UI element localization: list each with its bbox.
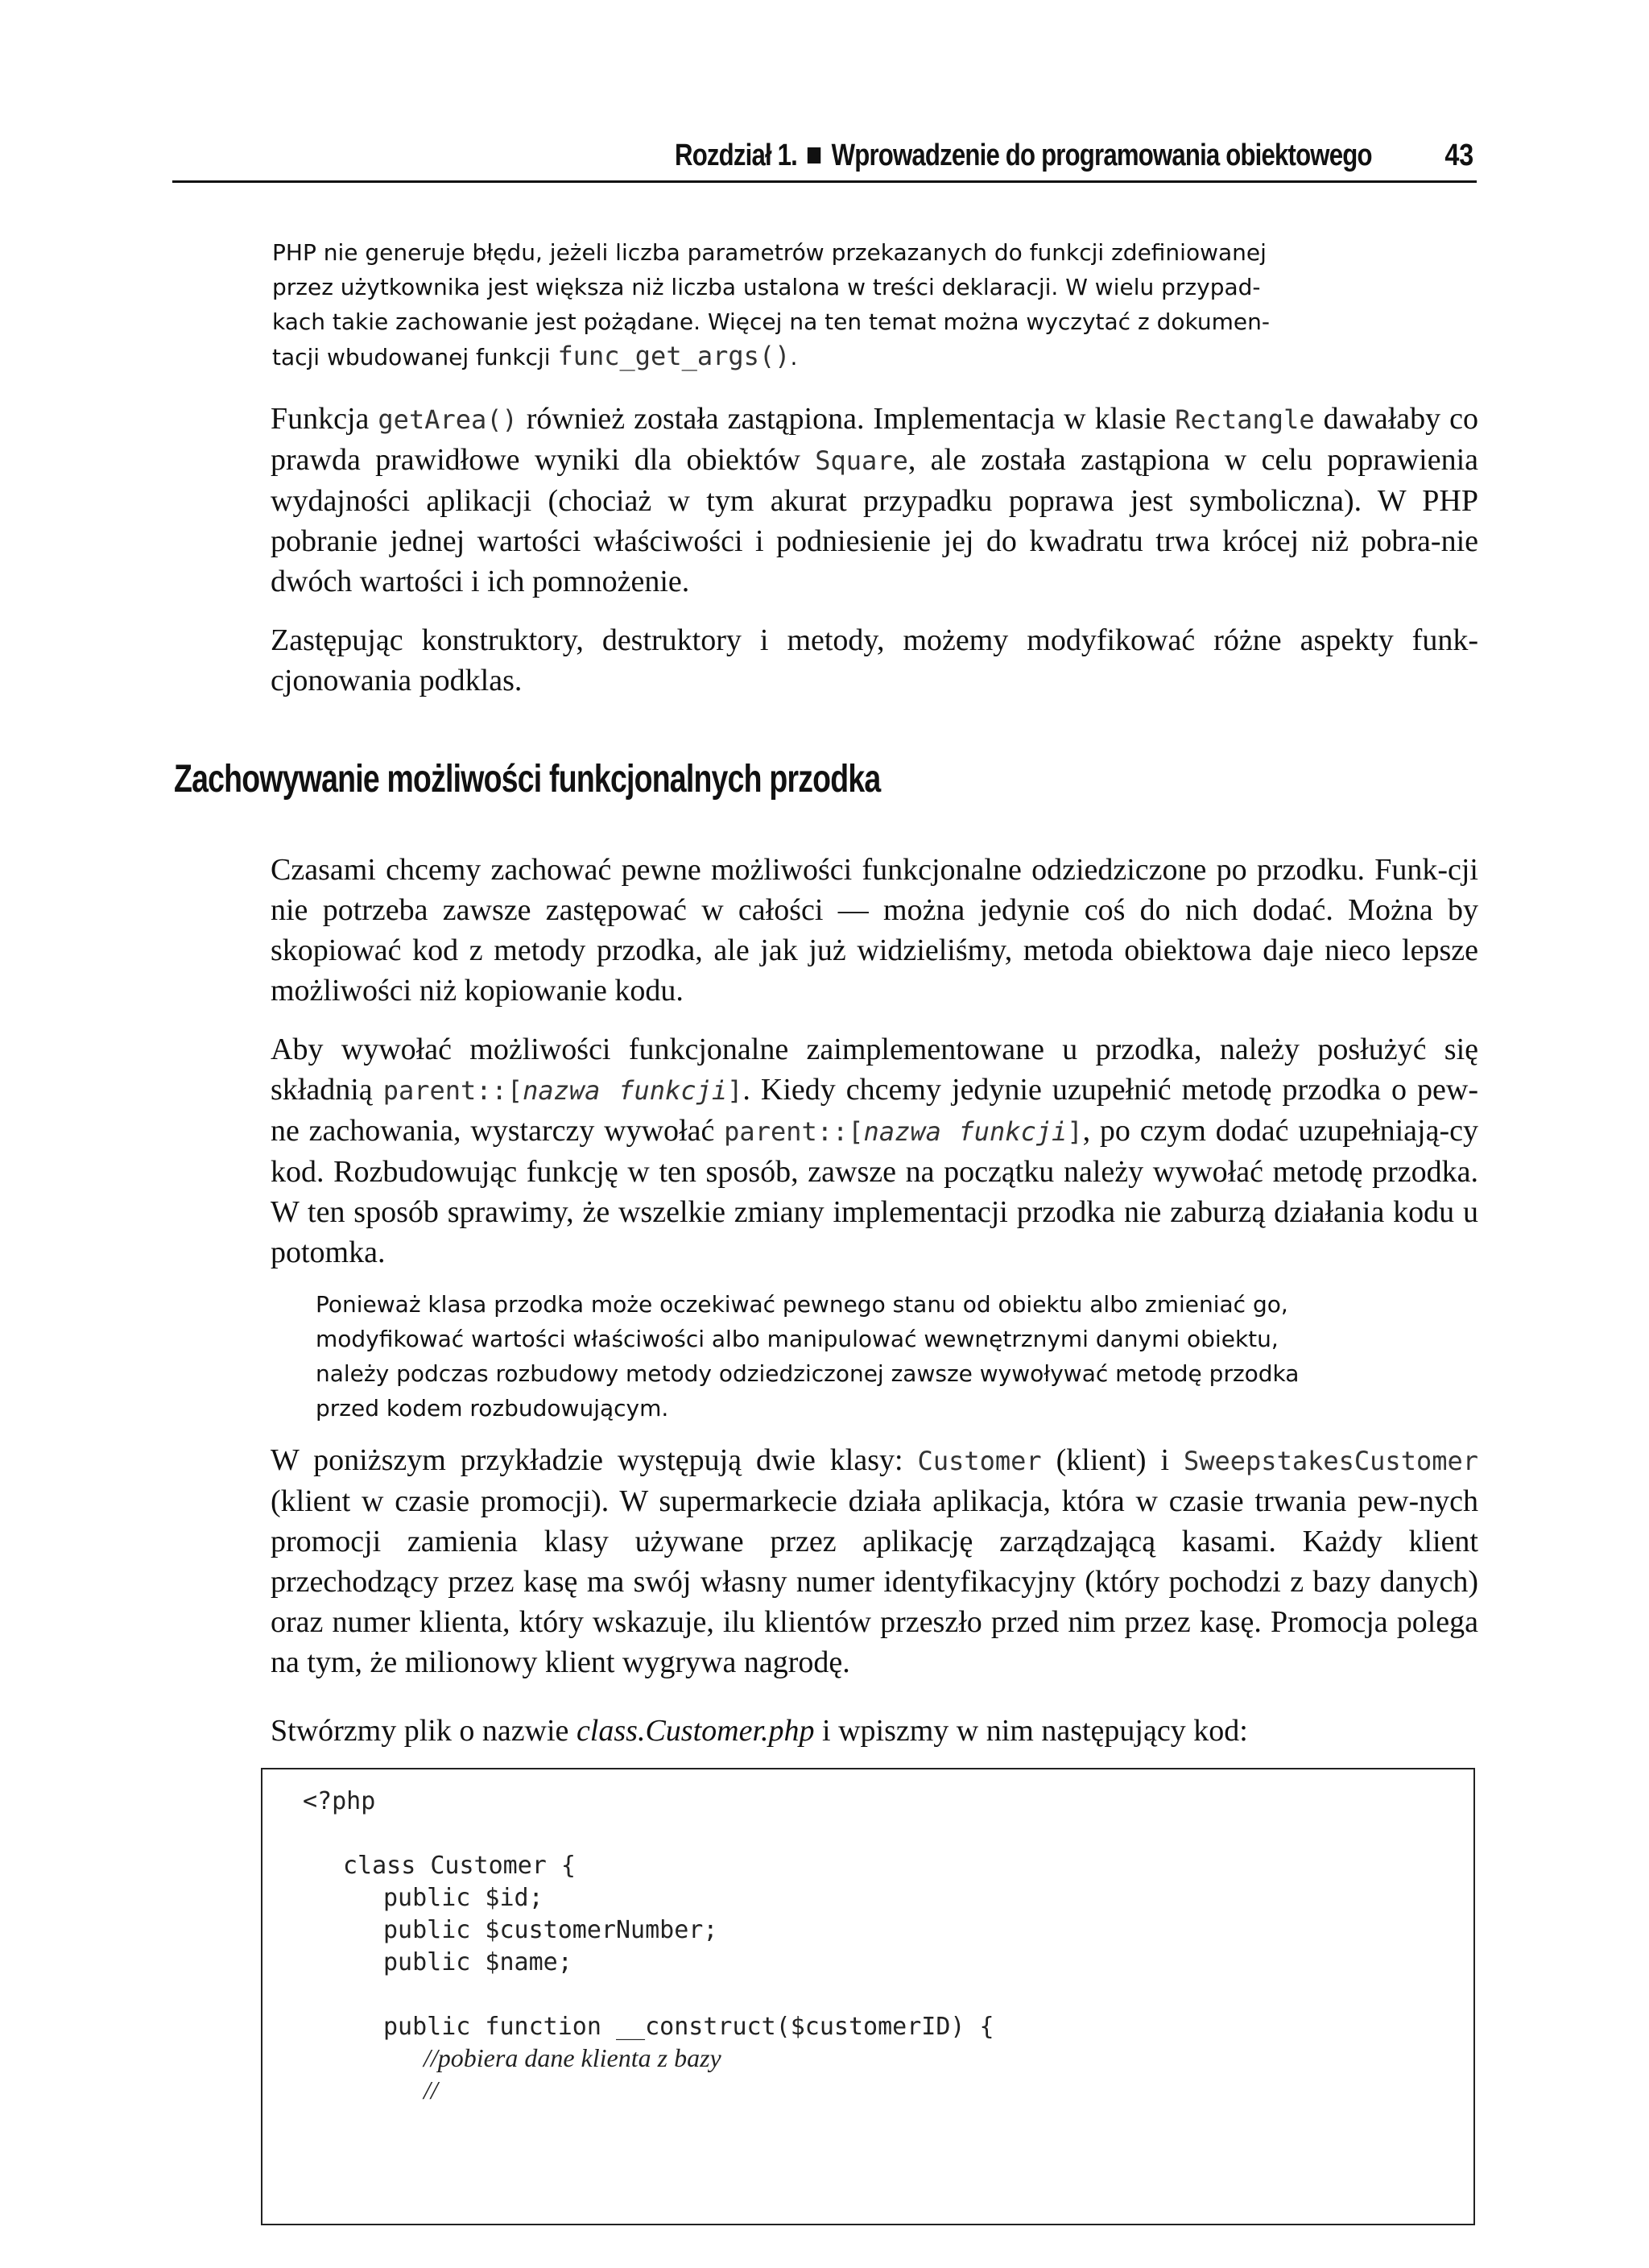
note-line: Ponieważ klasa przodka może oczekiwać pewnego stanu od obiektu albo zmieniać go,: [316, 1291, 1288, 1318]
code-line: public $name;: [383, 1948, 572, 1976]
code-line: <?php: [303, 1787, 376, 1815]
note-block-2: [316, 1287, 1443, 1426]
code-line: public $customerNumber;: [383, 1916, 718, 1944]
paragraph: W poniższym przykładzie występują dwie klasy: Customer (klient) i SweepstakesCustomer (klient w czasie promocji). W supermarkecie działa aplikacja, która w czasie trwania pew-nych promocji zamienia klasy używane przez aplikację zarządzającą kasami. Każdy klient przechodzący przez kasę ma swój własny numer identyfikacyjny (który pochodzi z bazy danych) oraz numer klienta, który wskazuje, ilu klientów przeszło przed nim przez kasę. Promocja polega na tym, że milionowy klient wygrywa nagrodę.: [271, 1443, 1479, 1679]
inline-code: Customer: [917, 1446, 1042, 1476]
square-bullet-icon: [808, 147, 820, 163]
page-header: [172, 132, 1477, 183]
note-line: kach takie zachowanie jest pożądane. Więcej na ten temat można wyczytać z dokumen-: [272, 308, 1270, 335]
inline-code: parent::[nazwa funkcji]: [382, 1075, 743, 1106]
section-heading: Zachowywanie możliwości funkcjonalnych przodka: [174, 758, 881, 801]
paragraph: Aby wywołać możliwości funkcjonalne zaimplementowane u przodka, należy posłużyć się składnią parent::[nazwa funkcji]. Kiedy chcemy jedynie uzupełnić metodę przodka o pew-ne zachowania, wystarczy wywołać parent::[nazwa funkcji], po czym dodać uzupełniają-cy kod. Rozbudowując funkcję w ten sposób, zawsze na początku należy wywołać metodę przodka. W ten sposób sprawimy, że wszelkie zmiany implementacji przodka nie zaburzą działania kodu u potomka.: [271, 1033, 1478, 1269]
file-name: class.Customer.php: [576, 1714, 815, 1748]
chapter-title: Wprowadzenie do programowania obiektowego: [831, 139, 1372, 172]
code-comment: //pobiera dane klienta z bazy: [424, 2043, 721, 2072]
paragraph: Funkcja getArea() również została zastąpiona. Implementacja w klasie Rectangle dawałaby co prawda prawidłowe wyniki dla obiektów Square, ale została zastąpiona w celu poprawienia wydajności aplikacji (chociaż w tym akurat przypadku poprawa jest symboliczna). W PHP pobranie jednej wartości właściwości i podniesienie jej do kwadratu trwa krócej niż pobra-nie dwóch wartości i ich pomnożenie.: [271, 402, 1478, 598]
code-line: public $id;: [383, 1884, 543, 1912]
note-line: przed kodem rozbudowującym.: [316, 1395, 669, 1422]
paragraph: Czasami chcemy zachować pewne możliwości funkcjonalne odziedziczone po przodku. Funk-cji nie potrzeba zawsze zastępować w całości — można jedynie coś do nich dodać. Można by skopiować kod z metody przodka, ale jak już widzieliśmy, metoda obiektowa daje nieco lepsze możliwości niż kopiowanie kodu.: [271, 853, 1478, 1008]
inline-code: SweepstakesCustomer: [1183, 1446, 1479, 1476]
paragraph: Stwórzmy plik o nazwie class.Customer.php i wpiszmy w nim następujący kod:: [271, 1714, 1248, 1748]
inline-code: Square: [815, 445, 908, 476]
note-block-1: [272, 235, 1432, 375]
inline-code: Rectangle: [1175, 404, 1315, 435]
paragraph: Zastępując konstruktory, destruktory i metody, możemy modyfikować różne aspekty funk-cjonowania podklas.: [271, 623, 1478, 697]
code-line: public function __construct($customerID) {: [383, 2013, 994, 2041]
note-line: przez użytkownika jest większa niż liczba ustalona w treści deklaracji. W wielu przypad-: [272, 274, 1261, 300]
chapter-label: Rozdział 1.: [675, 139, 798, 172]
inline-code: parent::[nazwa funkcji]: [724, 1116, 1083, 1147]
page-number: 43: [1444, 139, 1473, 172]
note-line: tacji wbudowanej funkcji func_get_args().: [272, 341, 798, 371]
inline-code: func_get_args(): [557, 341, 791, 371]
code-comment: //: [424, 2076, 438, 2105]
note-line: należy podczas rozbudowy metody odziedziczonej zawsze wywoływać metodę przodka: [316, 1360, 1300, 1387]
note-line: modyfikować wartości właściwości albo manipulować wewnętrznymi danymi obiektu,: [316, 1326, 1279, 1352]
inline-code: getArea(): [378, 404, 518, 435]
note-line: PHP nie generuje błędu, jeżeli liczba parametrów przekazanych do funkcji zdefiniowanej: [272, 239, 1267, 266]
running-title: [675, 139, 1372, 173]
code-line: class Customer {: [343, 1852, 576, 1880]
code-listing: [261, 1768, 1475, 2225]
